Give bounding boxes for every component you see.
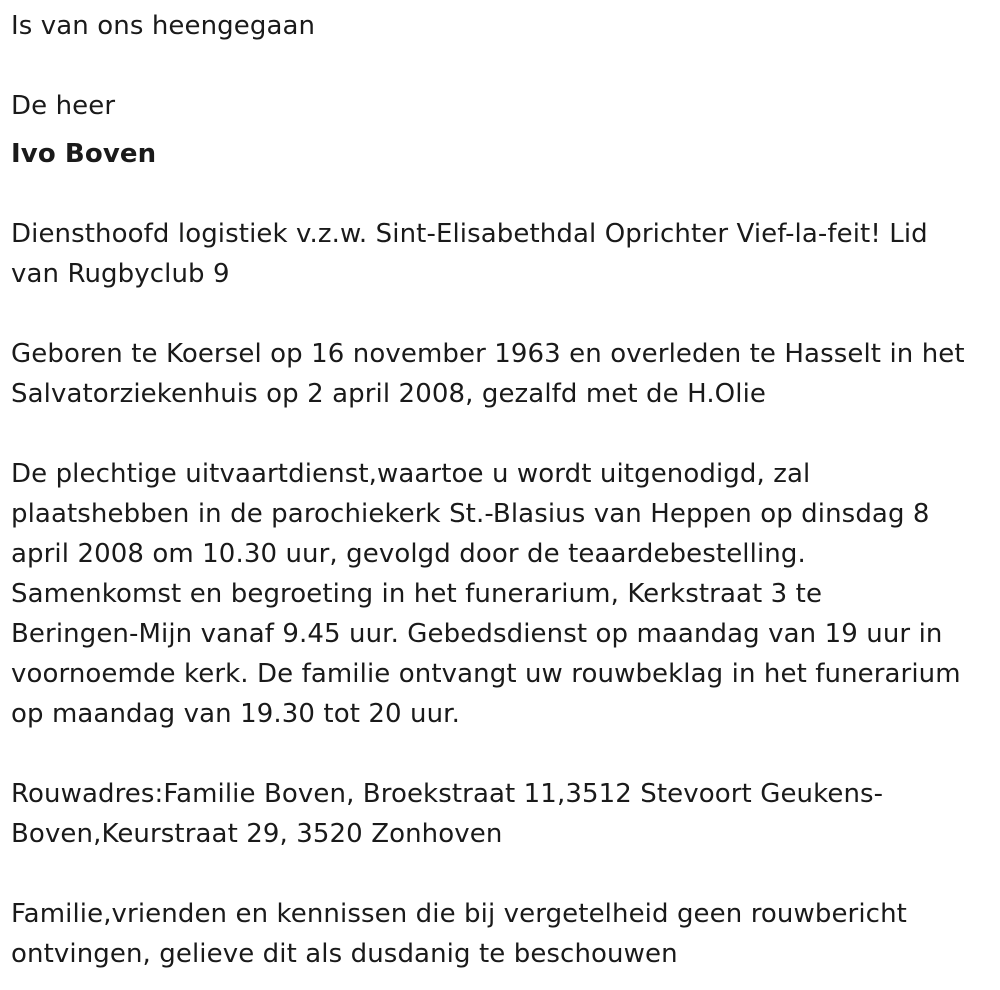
intro-line: Is van ons heengegaan [11, 11, 316, 41]
deceased-name: Ivo Boven [11, 139, 157, 169]
spacer [11, 294, 991, 334]
roles-paragraph: Diensthoofd logistiek v.z.w. Sint-Elisabethdal Oprichter Vief-la-feit! Lid van Rugbyclub 9 [11, 219, 928, 289]
spacer [11, 174, 991, 214]
obituary-document [11, 6, 991, 974]
spacer [11, 126, 991, 134]
birth-death-paragraph: Geboren te Koersel op 16 november 1963 en overleden te Hasselt in het Salvatorziekenhuis op 2 april 2008, gezalfd met de H.Olie [11, 339, 965, 409]
spacer [11, 734, 991, 774]
mourning-address: Rouwadres:Familie Boven, Broekstraat 11,3512 Stevoort Geukens- Boven,Keurstraat 29, 3520 Zonhoven [11, 779, 884, 849]
closing-paragraph: Familie,vrienden en kennissen die bij vergetelheid geen rouwbericht ontvingen, gelieve dit als dusdanig te beschouwen [11, 899, 907, 969]
spacer [11, 414, 991, 454]
funeral-paragraph: De plechtige uitvaartdienst,waartoe u wordt uitgenodigd, zal plaatshebben in de parochiekerk St.-Blasius van Heppen op dinsdag 8 april 2008 om 10.30 uur, gevolgd door de teaardebestelling. Samenkomst en begroeting in het funerarium, Kerkstraat 3 te Beringen-Mijn vanaf 9.45 uur. Gebedsdienst op maandag van 19 uur in voornoemde kerk. De familie ontvangt uw rouwbeklag in het funerarium op maandag van 19.30 tot 20 uur. [11, 459, 961, 729]
spacer [11, 46, 991, 86]
spacer [11, 854, 991, 894]
salutation: De heer [11, 91, 116, 121]
